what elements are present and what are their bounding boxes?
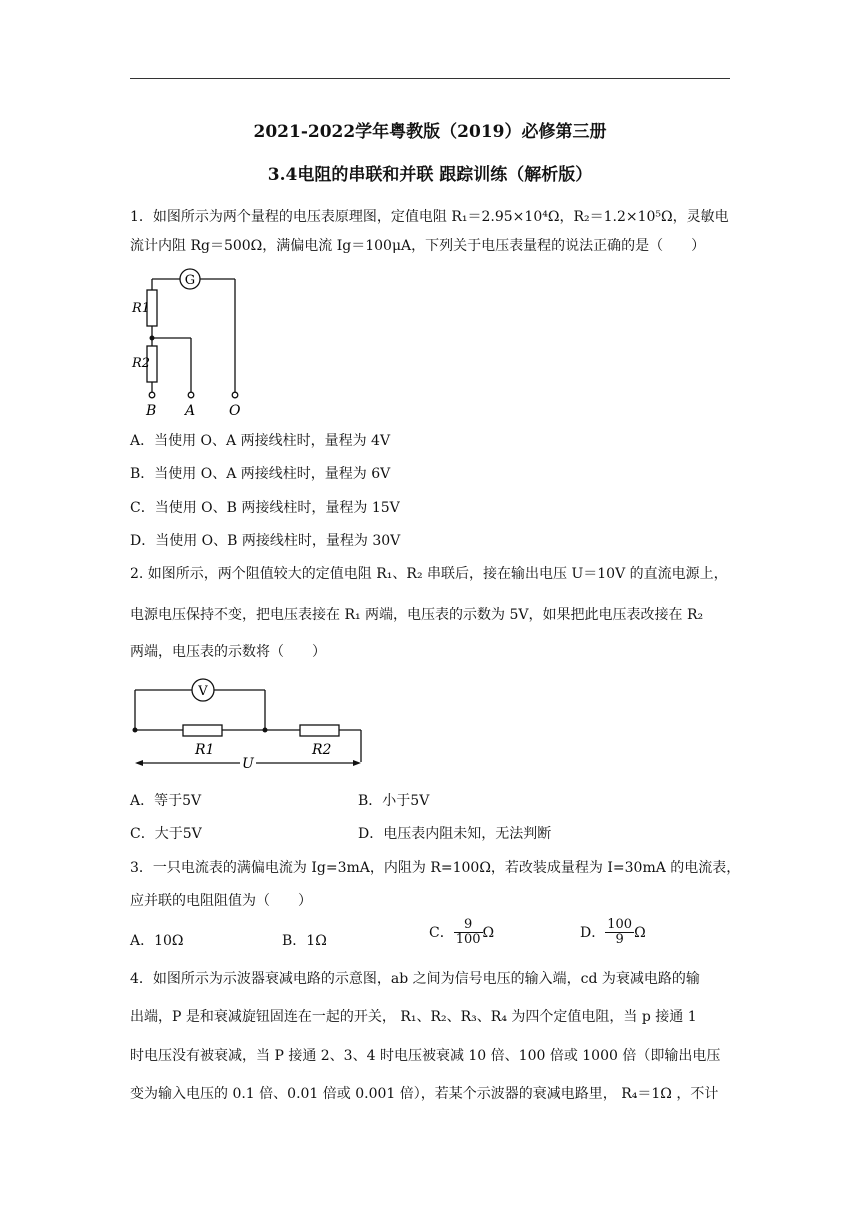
- resistor-r1: [183, 725, 222, 736]
- q1-option-b[interactable]: B．当使用 O、A 两接线柱时，量程为 6V: [130, 466, 391, 482]
- header-rule: [130, 78, 730, 79]
- fraction-denominator: 100: [455, 932, 481, 948]
- fraction: [454, 918, 483, 948]
- fraction-numerator: 100: [607, 917, 633, 932]
- q1-option-a[interactable]: A．当使用 O、A 两接线柱时，量程为 4V: [130, 433, 391, 449]
- q2-option-d[interactable]: D．电压表内阻未知，无法判断: [358, 826, 552, 842]
- r1-label: R1: [132, 301, 151, 316]
- q3-option-b[interactable]: B．1Ω: [282, 933, 327, 949]
- r1-label: R1: [195, 742, 215, 758]
- q1-option-d[interactable]: D．当使用 O、B 两接线柱时，量程为 30V: [130, 533, 401, 549]
- q4-stem-line1: 4．如图所示为示波器衰减电路的示意图，ab 之间为信号电压的输入端，cd 为衰减电路的输: [130, 971, 700, 987]
- unit: Ω: [482, 924, 495, 941]
- q2-circuit-diagram: [125, 672, 375, 777]
- q4-stem-line2: 出端，P 是和衰减旋钮固连在一起的开关， R₁、R₂、R₃、R₄ 为四个定值电阻，当 p 接通 1: [130, 1009, 697, 1025]
- q3-option-d[interactable]: [580, 918, 646, 948]
- terminal-a: [188, 392, 194, 398]
- voltmeter-label: V: [198, 684, 208, 699]
- arrow-left-icon: [135, 760, 143, 766]
- q2-option-c[interactable]: C．大于5V: [130, 826, 202, 842]
- fraction-denominator: 9: [615, 932, 624, 948]
- fraction-numerator: 9: [454, 918, 483, 933]
- q4-stem-line4: 变为输入电压的 0.1 倍、0.01 倍或 0.001 倍），若某个示波器的衰减电路里， R₄＝1Ω ，不计: [130, 1086, 719, 1102]
- u-label: U: [242, 756, 254, 772]
- galvanometer-label: G: [184, 273, 196, 288]
- q2-option-b[interactable]: B．小于5V: [358, 793, 430, 809]
- resistor-r2: [300, 725, 339, 736]
- q1-option-c[interactable]: C．当使用 O、B 两接线柱时，量程为 15V: [130, 500, 400, 516]
- q4-stem-line3: 时电压没有被衰减，当 P 接通 2、3、4 时电压被衰减 10 倍、100 倍或 1000 倍（即输出电压: [130, 1048, 721, 1064]
- q3-option-c[interactable]: [429, 918, 494, 948]
- q1-stem-line1: 1．如图所示为两个量程的电压表原理图，定值电阻 R₁＝2.95×10⁴Ω，R₂＝1.2×10⁵Ω，灵敏电: [130, 209, 729, 225]
- b-label: B: [146, 403, 157, 419]
- junction-dot: [133, 728, 138, 733]
- terminal-o: [232, 392, 238, 398]
- q1-stem-line2: 流计内阻 Rg＝500Ω，满偏电流 Ig＝100μA，下列关于电压表量程的说法正确的是（ ）: [130, 238, 706, 254]
- unit: Ω: [634, 924, 646, 941]
- document-subtitle: 3.4电阻的串联和并联 跟踪训练（解析版）: [267, 165, 593, 185]
- fraction: [605, 918, 634, 948]
- q3-option-d-prefix: D．: [580, 924, 606, 941]
- q2-stem-line3: 两端，电压表的示数将（ ）: [130, 644, 326, 660]
- q3-option-c-prefix: C．: [429, 924, 454, 941]
- r2-label: R2: [312, 742, 332, 758]
- terminal-b: [149, 392, 155, 398]
- q2-option-a[interactable]: A．等于5V: [130, 793, 202, 809]
- arrow-right-icon: [353, 760, 361, 766]
- q3-stem-line1: 3．一只电流表的满偏电流为 Ig=3mA，内阻为 R=100Ω，若改装成量程为 I=30mA 的电流表，: [130, 860, 741, 876]
- a-label: A: [185, 403, 196, 419]
- junction-dot: [263, 728, 268, 733]
- q1-circuit-diagram: [120, 262, 260, 422]
- q2-stem-line2: 电源电压保持不变，把电压表接在 R₁ 两端，电压表的示数为 5V，如果把此电压表改接在 R₂: [130, 607, 704, 623]
- q3-option-a[interactable]: A．10Ω: [130, 933, 184, 949]
- q2-stem-line1: 2. 如图所示，两个阻值较大的定值电阻 R₁、R₂ 串联后，接在输出电压 U＝10V 的直流电源上，: [130, 566, 728, 582]
- o-label: O: [229, 403, 241, 419]
- document-title: 2021-2022学年粤教版（2019）必修第三册: [253, 122, 607, 142]
- r2-label: R2: [132, 356, 151, 371]
- junction-dot: [150, 336, 155, 341]
- q3-stem-line2: 应并联的电阻阻值为（ ）: [130, 893, 312, 909]
